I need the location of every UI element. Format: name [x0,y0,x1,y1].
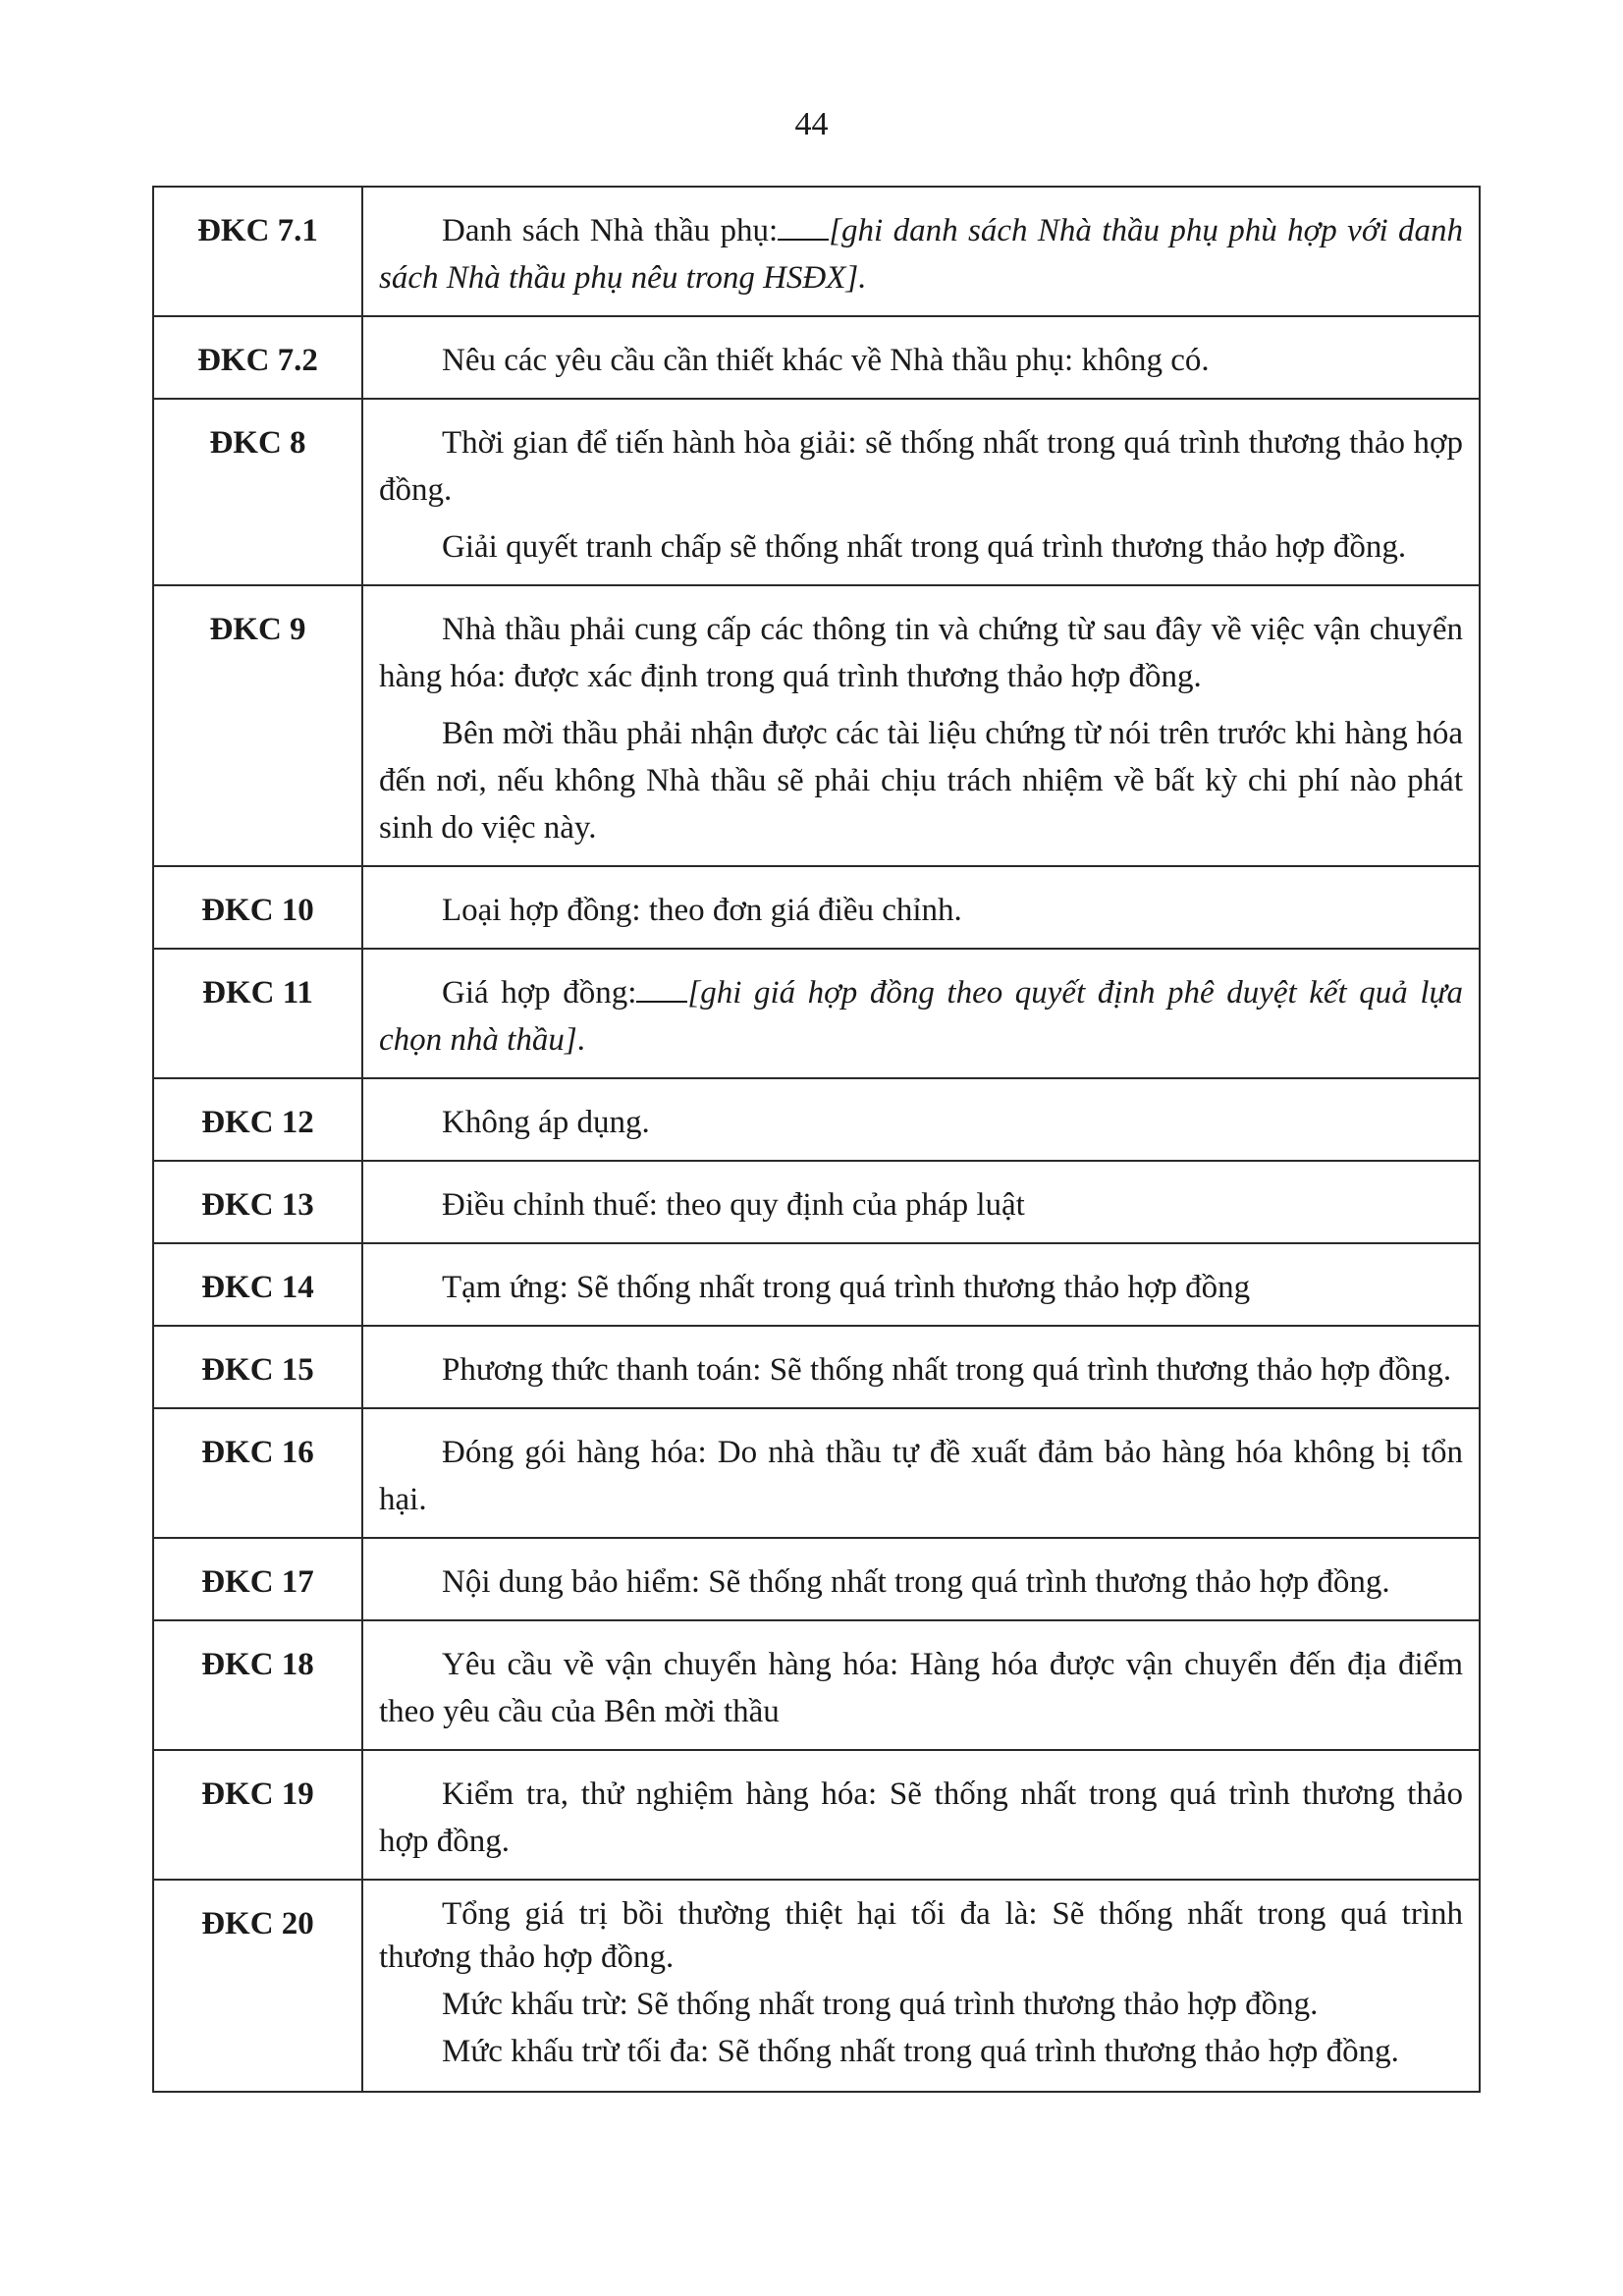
clause-paragraph: Nêu các yêu cầu cần thiết khác về Nhà thầu phụ: không có. [442,343,1210,378]
fill-in-blank [636,975,687,1003]
clause-content [362,316,1480,399]
clause-code: ĐKC 7.2 [153,316,362,399]
table-row [153,399,1480,585]
table-row [153,1880,1480,2092]
clause-paragraph: Giải quyết tranh chấp sẽ thống nhất trong quá trình thương thảo hợp đồng. [442,529,1407,565]
table-row [153,1750,1480,1880]
table-row [153,1326,1480,1408]
clause-paragraph: Không áp dụng. [442,1105,650,1140]
clause-code: ĐKC 10 [153,866,362,949]
fill-in-instruction: [ghi danh sách Nhà thầu phụ phù hợp với danh sách Nhà thầu phụ nêu trong HSĐX]. [379,213,1464,296]
clause-text: Giá hợp đồng: [442,975,637,1011]
clause-paragraph: Loại hợp đồng: theo đơn giá điều chỉnh. [442,893,962,928]
contract-conditions-table [152,186,1481,2093]
clause-content [362,1243,1480,1326]
table-row [153,187,1480,316]
clause-paragraph: Nhà thầu phải cung cấp các thông tin và chứng từ sau đây về việc vận chuyển hàng hóa: được xác định trong quá trình thương thảo hợp đồng. [379,612,1463,694]
fill-in-instruction: [ghi giá hợp đồng theo quyết định phê duyệt kết quả lựa chọn nhà thầu] [379,975,1463,1058]
clause-code: ĐKC 8 [153,399,362,585]
clause-paragraph: Kiểm tra, thử nghiệm hàng hóa: Sẽ thống nhất trong quá trình thương thảo hợp đồng. [379,1777,1463,1859]
clause-content [362,1880,1480,2092]
table-row [153,1161,1480,1243]
clause-code: ĐKC 17 [153,1538,362,1620]
clause-code: ĐKC 14 [153,1243,362,1326]
table-row [153,316,1480,399]
clause-code: ĐKC 15 [153,1326,362,1408]
clause-content [362,399,1480,585]
clause-paragraph: Thời gian để tiến hành hòa giải: sẽ thống nhất trong quá trình thương thảo hợp đồng. [379,425,1463,508]
clause-code: ĐKC 12 [153,1078,362,1161]
clause-paragraph: Phương thức thanh toán: Sẽ thống nhất trong quá trình thương thảo hợp đồng. [442,1352,1452,1388]
table-row [153,866,1480,949]
fill-in-blank [778,213,829,241]
table-row [153,1078,1480,1161]
table-row [153,1620,1480,1750]
clause-code: ĐKC 13 [153,1161,362,1243]
clause-text: . [576,1022,585,1058]
table-body [153,187,1480,2092]
clause-paragraph: Tổng giá trị bồi thường thiệt hại tối đa là: Sẽ thống nhất trong quá trình thương thảo hợp đồng. [379,1896,1463,1975]
clause-code: ĐKC 20 [153,1880,362,2092]
table-row [153,1538,1480,1620]
clause-code: ĐKC 18 [153,1620,362,1750]
clause-paragraph [379,969,1463,1064]
table-row [153,949,1480,1078]
clause-code: ĐKC 9 [153,585,362,866]
clause-paragraph: Điều chỉnh thuế: theo quy định của pháp luật [442,1187,1025,1223]
clause-paragraph: Tạm ứng: Sẽ thống nhất trong quá trình thương thảo hợp đồng [442,1270,1251,1305]
table-row [153,585,1480,866]
clause-paragraph [379,207,1463,301]
clause-content [362,1408,1480,1538]
clause-text: Danh sách Nhà thầu phụ: [442,213,779,248]
clause-paragraph: Mức khấu trừ tối đa: Sẽ thống nhất trong quá trình thương thảo hợp đồng. [442,2034,1399,2069]
clause-content [362,1161,1480,1243]
clause-content [362,949,1480,1078]
clause-code: ĐKC 16 [153,1408,362,1538]
clause-code: ĐKC 7.1 [153,187,362,316]
table-row [153,1243,1480,1326]
clause-content [362,866,1480,949]
clause-code: ĐKC 11 [153,949,362,1078]
clause-content [362,187,1480,316]
clause-paragraph: Yêu cầu về vận chuyển hàng hóa: Hàng hóa được vận chuyển đến địa điểm theo yêu cầu của Bên mời thầu [379,1647,1463,1729]
clause-paragraph: Đóng gói hàng hóa: Do nhà thầu tự đề xuất đảm bảo hàng hóa không bị tổn hại. [379,1435,1463,1517]
clause-content [362,585,1480,866]
clause-paragraph: Bên mời thầu phải nhận được các tài liệu chứng từ nói trên trước khi hàng hóa đến nơi, nếu không Nhà thầu sẽ phải chịu trách nhiệm về bất kỳ chi phí nào phát sinh do việc này. [379,716,1463,846]
clause-code: ĐKC 19 [153,1750,362,1880]
clause-content [362,1078,1480,1161]
clause-content [362,1750,1480,1880]
clause-paragraph: Mức khấu trừ: Sẽ thống nhất trong quá trình thương thảo hợp đồng. [442,1987,1319,2022]
page-number: 44 [794,106,829,142]
clause-paragraph: Nội dung bảo hiểm: Sẽ thống nhất trong quá trình thương thảo hợp đồng. [442,1564,1390,1600]
clause-content [362,1538,1480,1620]
clause-content [362,1620,1480,1750]
table-row [153,1408,1480,1538]
clause-content [362,1326,1480,1408]
